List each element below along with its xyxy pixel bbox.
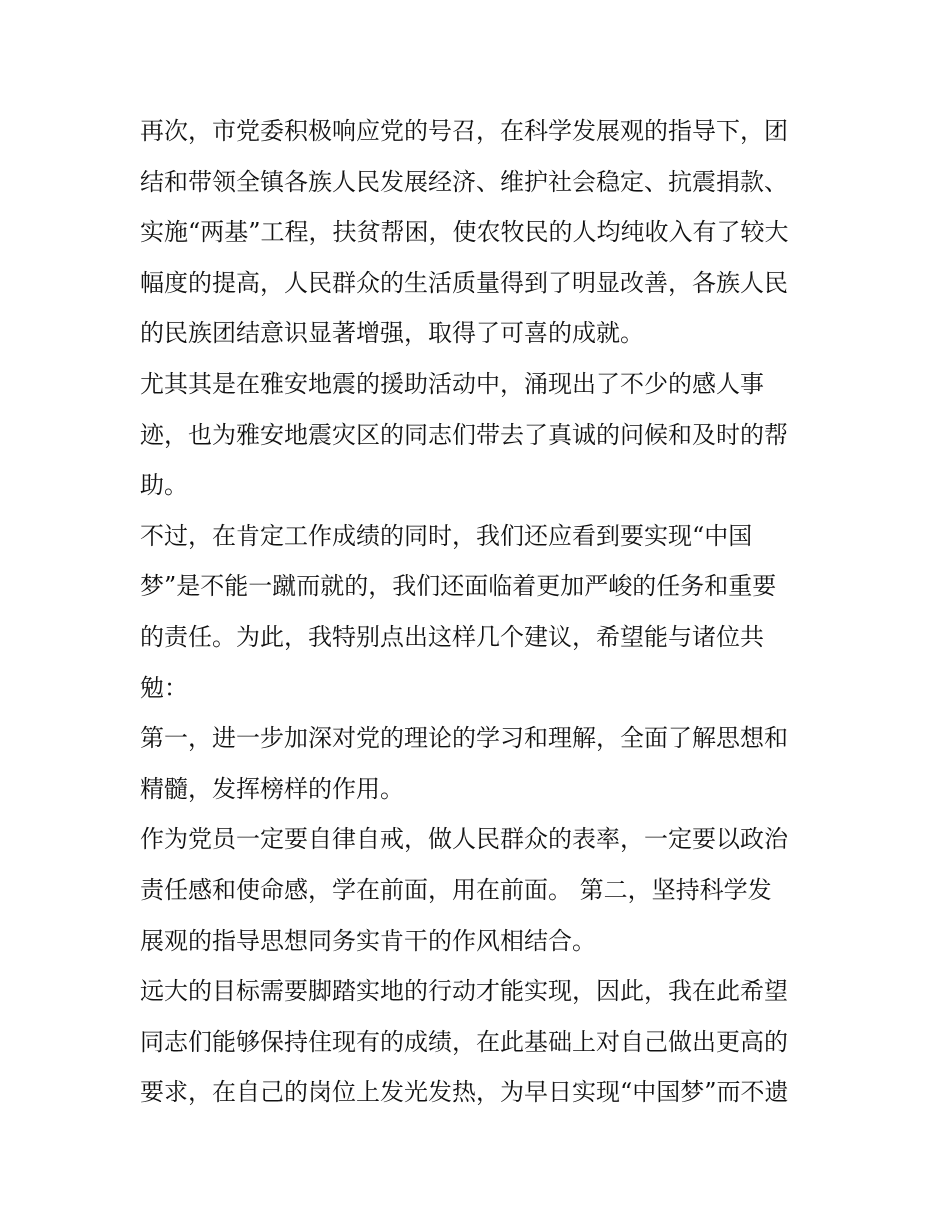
text-line: 作为党员一定要自律自戒，做人民群众的表率，一定要以政治 [140,825,788,854]
text-line: 梦”是不能一蹴而就的，我们还面临着更加严峻的任务和重要 [140,572,777,601]
text-line: 的责任。为此，我特别点出这样几个建议，希望能与诸位共 [140,622,764,651]
body-text [140,106,820,1118]
text-line: 的民族团结意识显著增强，取得了可喜的成就。 [140,319,644,348]
text-line: 要求，在自己的岗位上发光发热，为早日实现“中国梦”而不遗 [140,1078,789,1107]
text-line: 同志们能够保持住现有的成绩，在此基础上对自己做出更高的 [140,1027,788,1056]
text-line: 幅度的提高，人民群众的生活质量得到了明显改善，各族人民 [140,268,788,297]
text-line: 迹，也为雅安地震灾区的同志们带去了真诚的问候和及时的帮 [140,420,788,449]
text-line: 精髓，发挥榜样的作用。 [140,774,404,803]
text-line: 勉： [140,673,188,702]
text-line: 再次，市党委积极响应党的号召，在科学发展观的指导下，团 [140,117,788,145]
text-line: 责任感和使命感，学在前面，用在前面。 第二，坚持科学发 [140,875,772,904]
text-line: 助。 [140,471,188,500]
text-line: 第一，进一步加深对党的理论的学习和理解，全面了解思想和 [140,724,788,753]
text-line: 结和带领全镇各族人民发展经济、维护社会稳定、抗震捐款、 [140,167,788,196]
text-line: 不过，在肯定工作成绩的同时，我们还应看到要实现“中国 [140,521,753,550]
text-line: 实施“两基”工程，扶贫帮困，使农牧民的人均纯收入有了较大 [140,218,789,247]
text-line: 尤其其是在雅安地震的援助活动中，涌现出了不少的感人事 [140,369,764,398]
text-line: 展观的指导思想同务实肯干的作风相结合。 [140,926,596,955]
text-line: 远大的目标需要脚踏实地的行动才能实现，因此，我在此希望 [140,977,788,1006]
